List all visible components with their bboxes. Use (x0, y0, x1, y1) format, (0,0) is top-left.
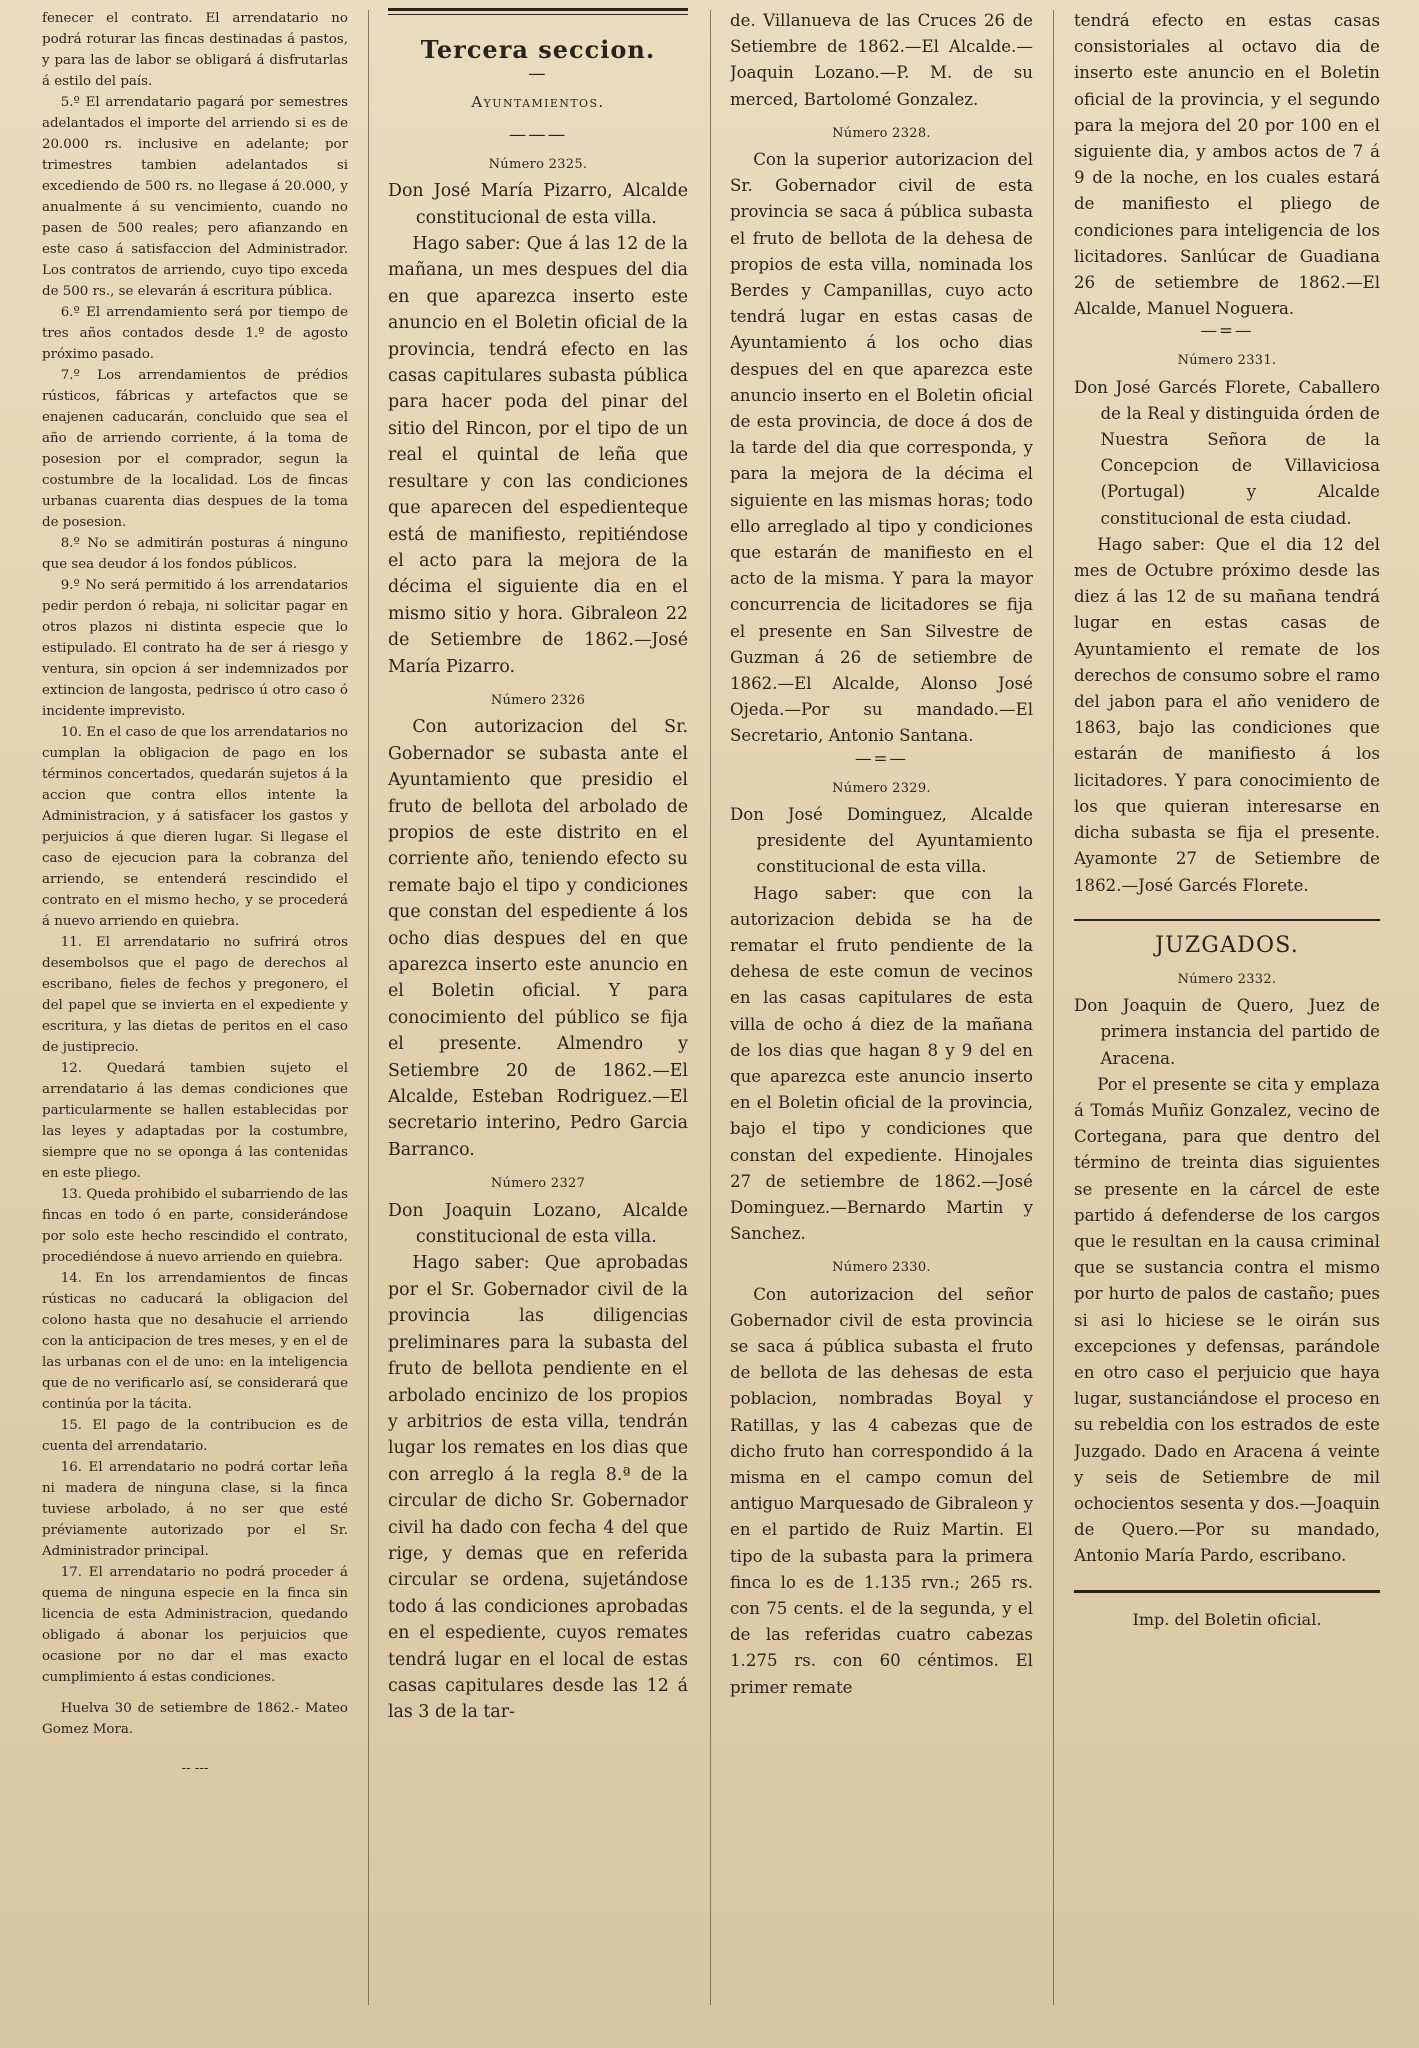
end-mark: -- --- (181, 1761, 209, 1776)
column-2-ayuntamientos (388, 8, 688, 1726)
notice-number: Número 2325. (488, 156, 588, 172)
printer-imprint: Imp. del Boletin oficial. (1132, 1609, 1322, 1629)
notice-body-continued: de. Villanueva de las Cruces 26 de Setiembre de 1862.—El Alcalde.—Joaquin Lozano.—P. M. de su merced, Bartolomé Gonzalez. (730, 11, 1033, 109)
notice-body-continued: tendrá efecto en estas casas consistoriales al octavo dia de inserto este anuncio en el Boletin oficial de la provincia, y el segundo para la mejora del 20 por 100 en el siguiente dia, y ambos actos de 7 á 9 de la noche, en los cuales estará de manifiesto el pliego de condiciones para inteligencia de los licitadores. Sanlúcar de Guadiana 26 de setiembre de 1862.—El Alcalde, Manuel Noguera. (1074, 11, 1380, 319)
notice-number: Número 2329. (832, 780, 931, 796)
condition-8: 8.º No se admitirán posturas á ninguno que sea deudor á los fondos públicos. (42, 536, 348, 572)
section-title: Tercera seccion. (420, 35, 656, 64)
condition-9: 9.º No será permitido á los arrendatarios pedir perdon ó rebaja, ni solicitar pagar en otros plazos ni distinta especie que lo estipulado. El contrato ha de ser á riesgo y ventura, sin opcion á ser indemnizados por extincion de langosta, pedrisco ú otro caso ó incidente imprevisto. (42, 578, 348, 719)
notice-body: Con la superior autorizacion del Sr. Gobernador civil de esta provincia se saca á pública subasta el fruto de bellota de la dehesa de propios de esta villa, nominada los Berdes y Campanillas, cuyo acto tendrá lugar en estas casas de Ayuntamiento á los ocho dias despues del en que aparezca este anuncio inserto en el Boletin oficial de esta provincia, de doce á dos de la tarde del dia que corresponda, y para la mejora de la décima el siguiente en las mismas horas; todo ello arreglado al tipo y condiciones que estarán de manifiesto en el acto de la misma. Y para la mayor concurrencia de licitadores se fija el presente en San Silvestre de Guzman á 26 de setiembre de 1862.—El Alcalde, Alonso José Ojeda.—Por su mandado.—El Secretario, Antonio Santana. (730, 150, 1033, 746)
notice-number: Número 2332. (1177, 971, 1277, 987)
notice-body: Por el presente se cita y emplaza á Tomás Muñiz Gonzalez, vecino de Cortegana, para que dentro del término de treinta dias siguientes se presente en la cárcel de este partido á defenderse de los cargos que le resultan en la causa criminal que se sustancia contra el mismo por hurto de palos de castaño; pues si asi lo hiciese se le oirán sus excepciones y defensas, parándole en otro caso el perjuicio que haya lugar, sustanciándose el proceso en su rebeldia con los estrados de este Juzgado. Dado en Aracena á veinte y seis de Setiembre de mil ochocientos sesenta y dos.—Joaquin de Quero.—Por su mandado, Antonio María Pardo, escribano. (1074, 1074, 1380, 1566)
condition-12: 12. Quedará tambien sujeto el arrendatario á las demas condiciones que particularmente se hallen establecidas por las leyes y adaptadas por la costumbre, siempre que no se oponga á las contenidas en este pliego. (42, 1061, 348, 1181)
column-rule (368, 10, 369, 2005)
column-rule (710, 10, 711, 2005)
notice-body: Hago saber: Que el dia 12 del mes de Octubre próximo desde las diez á las 12 de su mañana tendrá lugar en estas casas de Ayuntamiento el remate de los derechos de consumo sobre el ramo del jabon para el año venidero de 1863, bajo las condiciones que estarán de manifiesto á los licitadores. Y para conocimiento de los que quieran interesarse en dicha subasta se fija el presente. Ayamonte 27 de Setiembre de 1862.—José Garcés Florete. (1074, 534, 1380, 895)
section-title-juzgados: JUZGADOS. (1155, 932, 1299, 958)
notice-body: Hago saber: Que á las 12 de la mañana, un mes despues del dia en que aparezca inserto este anuncio en el Boletin oficial de la provincia, tendrá efecto en las casas capitulares subasta pública para hacer poda del pinar del sitio del Rincon, por el tipo de un real el quintal de leña que resultare y con las condiciones que aparecen del espedienteque está de manifiesto, repitiéndose el acto para la mejora de la décima el siguiente dia en el mismo sitio y hora. Gibraleon 22 de Setiembre de 1862.—José María Pizarro. (388, 234, 688, 677)
notice-number: Número 2326 (490, 692, 586, 708)
notice-heading: Don José Dominguez, Alcalde presidente del Ayuntamiento constitucional de esta villa. (730, 804, 1033, 877)
notice-number: Número 2328. (832, 125, 931, 141)
condition-7: 7.º Los arrendamientos de prédios rústicos, fábricas y artefactos que se enajenen caducarán, concluido que sea el año de arriendo corriente, á la toma de posesion por el comprador, segun la costumbre de la localidad. Los de fincas urbanas cuarenta dias despues de la toma de posesion. (42, 368, 348, 530)
divider: —=— (1200, 321, 1254, 341)
header-rule (388, 14, 688, 15)
signature: Huelva 30 de setiembre de 1862.- Mateo Gomez Mora. (42, 1701, 348, 1737)
condition-17: 17. El arrendatario no podrá proceder á quema de ninguna especie en la finca sin licencia de esta Administracion, quedando obligado á abonar los perjuicios que ocasione por no dar el mas exacto cumplimiento á estas condiciones. (42, 1565, 348, 1685)
column-3 (730, 8, 1033, 1701)
notice-heading: Don Joaquin de Quero, Juez de primera instancia del partido de Aracena. (1074, 996, 1380, 1068)
notice-number: Número 2330. (832, 1260, 931, 1276)
footer-rule (1074, 1590, 1380, 1593)
column-1-conditions (42, 8, 348, 1779)
header-rule (388, 8, 688, 11)
column-rule (1053, 10, 1054, 2005)
notice-heading: Don José María Pizarro, Alcalde constitucional de esta villa. (388, 181, 688, 228)
notice-heading: Don José Garcés Florete, Caballero de la Real y distinguida órden de Nuestra Señora de la Concepcion de Villaviciosa (Portugal) y Alcalde constitucional de esta ciudad. (1074, 377, 1380, 528)
condition-10: 10. En el caso de que los arrendatarios no cumplan la obligacion de pago en los términos concertados, quedarán sujetos á la accion que contra ellos intente la Administracion, y á satisfacer los gastos y perjuicios á que dieren lugar. Si llegase el caso de ejecucion para la cobranza del arriendo, se entenderá rescindido el contrato en el mismo hecho, y se procederá á nuevo arriendo en quiebra. (42, 725, 348, 929)
condition-16: 16. El arrendatario no podrá cortar leña ni madera de ninguna clase, si la finca tuviese arbolado, á no ser que esté préviamente autorizado por el Sr. Administrador principal. (42, 1460, 348, 1559)
notice-body: Con autorizacion del señor Gobernador civil de esta provincia se saca á pública subasta el fruto de bellota de las dehesas de esta poblacion, nombradas Boyal y Ratillas, y las 4 cabezas que de dicho fruto han correspondido á la misma en el campo comun del antiguo Marquesado de Gibraleon y en el partido de Ruiz Martin. El tipo de la subasta para la primera finca lo es de 1.135 rvn.; 265 rs. con 75 cents. el de la segunda, y el de las referidas cuatro cabezas 1.275 rs. con 60 céntimos. El primer remate (730, 1284, 1033, 1697)
condition-14: 14. En los arrendamientos de fincas rústicas no caducará la obligacion del colono hasta que no desahucie el arriendo con la anticipacion de tres meses, y en el de las urbanas con el de uno: en la inteligencia que de no verificarlo así, se considerará que continúa por la tácita. (42, 1271, 348, 1412)
notice-number: Número 2327 (490, 1176, 586, 1192)
column-4 (1074, 8, 1380, 1633)
notice-body: Con autorizacion del Sr. Gobernador se subasta ante el Ayuntamiento que presidio el fruto de bellota del arbolado de propios de este distrito en el corriente año, teniendo efecto su remate bajo el tipo y condiciones que constan del espediente á los ocho dias despues del en que aparezca inserto este anuncio en el Boletin oficial. Y para conocimiento del público se fija el presente. Almendro y Setiembre 20 de 1862.—El Alcalde, Esteban Rodriguez.—El secretario interino, Pedro Garcia Barranco. (388, 717, 688, 1160)
divider: —=— (854, 748, 909, 768)
notice-heading: Don Joaquin Lozano, Alcalde constitucional de esta villa. (388, 1200, 688, 1248)
subsection-title: Ayuntamientos. (471, 93, 605, 112)
condition-11: 11. El arrendatario no sufrirá otros desembolsos que el pago de derechos al escribano, fieles de fechos y pregonero, el del papel que se invierta en el expediente y escritura, y las dietas de peritos en el caso de justiprecio. (42, 935, 348, 1055)
section-rule (1074, 919, 1380, 921)
divider: ——— (508, 124, 568, 145)
condition-5: 5.º El arrendatario pagará por semestres adelantados el importe del arriendo si es de 20.000 rs. inclusive en adelante; por trimestres tambien adelantados si excediendo de 500 rs. no llegase á 20.000, y anualmente á su vencimiento, cuando no pasen de 500 reales; pero afianzando en este caso á satisfaccion del Administrador. Los contratos de arriendo, cuyo tipo exceda de 500 rs., se elevarán á escritura pública. (42, 95, 348, 299)
condition-13: 13. Queda prohibido el subarriendo de las fincas en todo ó en parte, considerándose por solo este hecho rescindido el contrato, procediéndose á nuevo arriendo en quiebra. (42, 1187, 348, 1265)
notice-number: Número 2331. (1177, 353, 1277, 369)
divider: — (528, 64, 548, 85)
condition-6: 6.º El arrendamiento será por tiempo de tres años contados desde 1.º de agosto próximo pasado. (42, 305, 348, 362)
notice-body: Hago saber: Que aprobadas por el Sr. Gobernador civil de la provincia las diligencias preliminares para la subasta del fruto de bellota pendiente en el arbolado encinizo de los propios y arbitrios de esta villa, tendrán lugar los remates en los dias que con arreglo á la regla 8.ª de la circular de dicho Sr. Gobernador civil ha dado con fecha 4 del que rige, y demas que en referida circular se ordena, sujetándose todo á las condiciones aprobadas en el espediente, cuyos remates tendrá lugar en el local de estas casas capitulares desde las 12 á las 3 de la tar- (388, 1253, 688, 1723)
notice-body: Hago saber: que con la autorizacion debida se ha de rematar el fruto pendiente de la dehesa de este comun de vecinos en las casas capitulares de esta villa de ocho á diez de la mañana de los dias que hagan 8 y 9 del en que aparezca este anuncio inserto en el Boletin oficial de la provincia, bajo el tipo y condiciones que constan del expediente. Hinojales 27 de setiembre de 1862.—José Dominguez.—Bernardo Martin y Sanchez. (730, 883, 1033, 1244)
condition-15: 15. El pago de la contribucion es de cuenta del arrendatario. (42, 1418, 348, 1454)
condition-text: fenecer el contrato. El arrendatario no podrá roturar las fincas destinadas á pastos, y para las de labor se obligará á disfrutarlas á estilo del país. (42, 11, 348, 89)
